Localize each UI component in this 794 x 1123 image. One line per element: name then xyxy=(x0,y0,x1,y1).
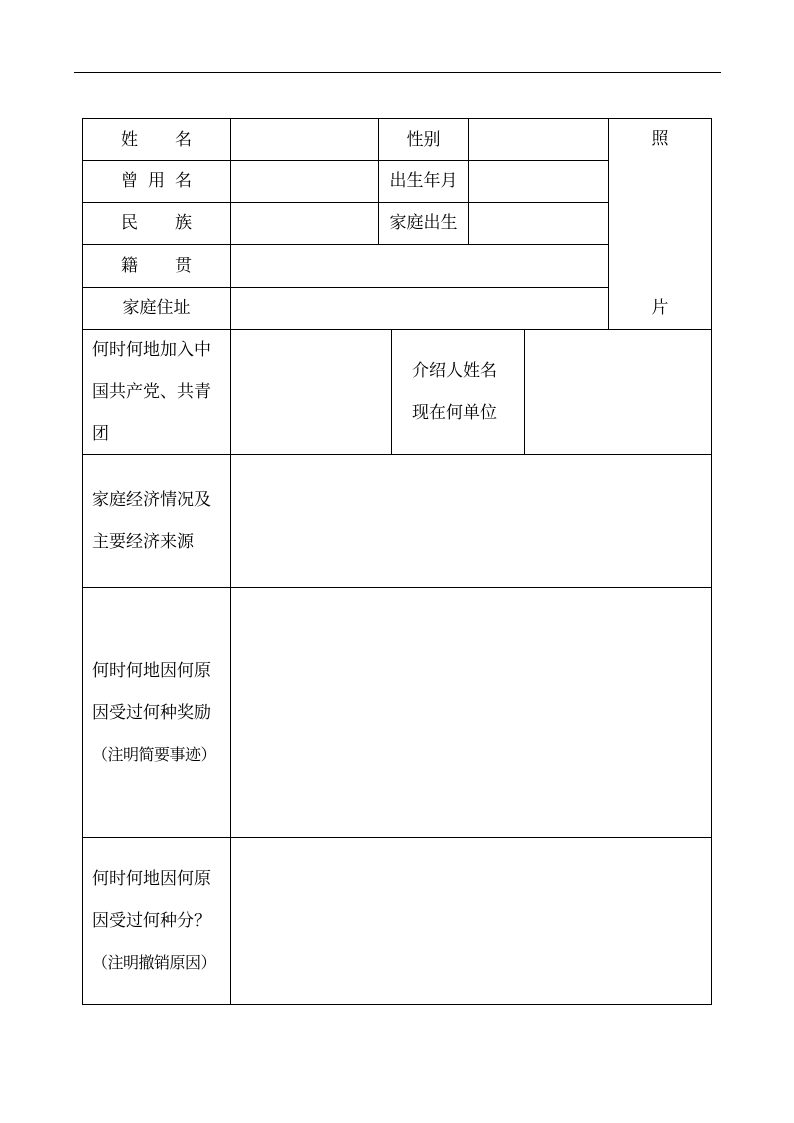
party-join-value-cell[interactable] xyxy=(230,329,391,454)
photo-label-top: 照 xyxy=(651,129,669,149)
economy-label-cell xyxy=(83,454,230,587)
punishment-value-cell[interactable] xyxy=(230,837,711,1004)
name-value-cell[interactable] xyxy=(230,119,378,161)
gender-label: 性别 xyxy=(406,129,441,150)
address-label-cell xyxy=(83,287,230,329)
photo-label-bottom: 片 xyxy=(651,298,669,318)
awards-value-cell[interactable] xyxy=(230,587,711,837)
party-join-label-line-1: 何时何地加入中 xyxy=(92,340,211,360)
introducer-label-line-1: 介绍人姓名 xyxy=(412,361,497,381)
birth-label: 出生年月 xyxy=(389,171,458,191)
punishment-label-line-1: 何时何地因何原 xyxy=(92,869,211,889)
address-value-cell[interactable] xyxy=(230,287,608,329)
family-origin-value-cell[interactable] xyxy=(468,202,608,244)
ethnicity-label-char-2: 族 xyxy=(175,213,192,233)
former-name-label-char-1: 曾 xyxy=(121,171,138,191)
former-name-label-cell xyxy=(83,160,230,202)
ethnicity-label-char-1: 民 xyxy=(121,213,138,233)
name-label-char-1: 姓 xyxy=(121,129,138,150)
awards-label-line-2: 因受过何种奖励 xyxy=(92,702,211,723)
economy-label-line-1: 家庭经济情况及 xyxy=(92,490,211,510)
introducer-label-line-2: 现在何单位 xyxy=(412,403,497,423)
native-place-label-cell xyxy=(83,244,230,287)
introducer-label-cell xyxy=(391,329,524,454)
native-place-label-char-1: 籍 xyxy=(121,255,138,276)
name-label-cell xyxy=(83,119,230,161)
birth-label-cell xyxy=(378,160,468,202)
introducer-value-cell[interactable] xyxy=(524,329,711,454)
punishment-label-line-3: （注明撤销原因） xyxy=(92,953,217,972)
name-label-char-2: 名 xyxy=(175,129,192,150)
photo-cell[interactable] xyxy=(608,119,711,329)
gender-value-cell[interactable] xyxy=(468,119,608,161)
ethnicity-label-cell xyxy=(83,202,230,244)
former-name-value-cell[interactable] xyxy=(230,160,378,202)
birth-value-cell[interactable] xyxy=(468,160,608,202)
former-name-label-char-3: 名 xyxy=(175,171,192,191)
awards-label-line-1: 何时何地因何原 xyxy=(92,660,211,681)
native-place-label-char-2: 贯 xyxy=(175,255,192,276)
address-label: 家庭住址 xyxy=(122,298,191,318)
punishment-label-cell xyxy=(83,837,230,1004)
family-origin-label-cell xyxy=(378,202,468,244)
awards-label-line-3: （注明简要事迹） xyxy=(92,744,217,764)
punishment-label-line-2: 因受过何种分？ xyxy=(92,911,211,931)
economy-label-line-2: 主要经济来源 xyxy=(92,532,194,552)
former-name-label-char-2: 用 xyxy=(148,171,165,191)
native-place-value-cell[interactable] xyxy=(230,244,608,287)
gender-label-cell xyxy=(378,119,468,161)
awards-label-cell xyxy=(83,587,230,837)
party-join-label-cell xyxy=(83,329,230,454)
party-join-label-line-2: 国共产党、共青 xyxy=(92,382,211,402)
family-origin-label: 家庭出生 xyxy=(389,213,458,233)
ethnicity-value-cell[interactable] xyxy=(230,202,378,244)
header-rule xyxy=(74,72,721,73)
economy-value-cell[interactable] xyxy=(230,454,711,587)
party-join-label-line-3: 团 xyxy=(92,424,109,444)
